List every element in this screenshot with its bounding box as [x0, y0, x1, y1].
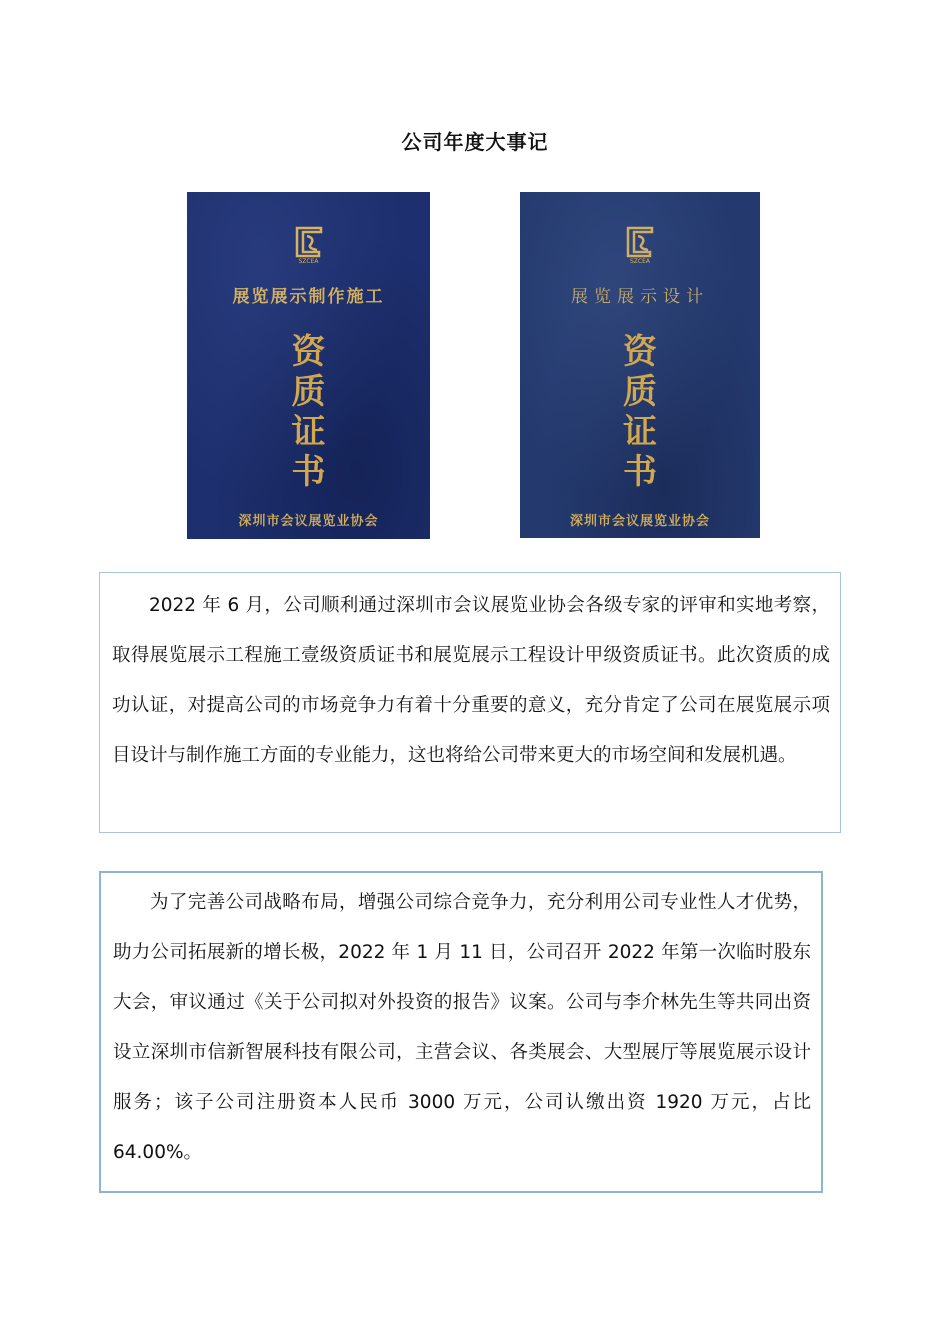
logo-text: SZCEA	[629, 258, 650, 265]
certificate-subtitle: 展览展示制作施工	[232, 287, 385, 307]
certificate-issuer: 深圳市会议展览业协会	[569, 514, 710, 529]
szcea-logo-icon	[620, 222, 660, 270]
big-char: 书	[623, 452, 657, 492]
logo-text: SZCEA	[298, 258, 319, 265]
page-title: 公司年度大事记	[401, 130, 549, 154]
certificate-subtitle: 展览展示设计	[571, 287, 709, 307]
big-char: 质	[623, 372, 657, 412]
event-paragraph: 为了完善公司战略布局，增强公司综合竞争力，充分利用公司专业性人才优势，助力公司拓展新的增长极，2022 年 1 月 11 日，公司召开 2022 年第一次临时股东大会，审议通过《关于公司拟对外投资的报告》议案。公司与李介林先生等共同出资设立深圳市信新智展科技有限公司，主营会议、各类展会、大型展厅等展览展示设计服务；该子公司注册资本人民币 3000 万元，公司认缴出资 1920 万元，占比 64.00%。	[113, 892, 811, 1163]
event-paragraph: 2022 年 6 月，公司顺利通过深圳市会议展览业协会各级专家的评审和实地考察，取得展览展示工程施工壹级资质证书和展览展示工程设计甲级资质证书。此次资质的成功认证，对提高公司的市场竞争力有着十分重要的意义，充分肯定了公司在展览展示项目设计与制作施工方面的专业能力，这也将给公司带来更大的市场空间和发展机遇。	[112, 595, 830, 766]
certificate-design-image	[520, 192, 760, 538]
certificate-construction-image	[187, 192, 430, 539]
event-box-qualification	[99, 572, 841, 833]
big-char: 质	[291, 372, 326, 412]
szcea-logo-icon	[289, 222, 329, 270]
big-char: 资	[291, 332, 326, 372]
certificate-issuer: 深圳市会议展览业协会	[238, 514, 379, 529]
big-char: 书	[291, 452, 326, 492]
big-char: 证	[623, 412, 657, 452]
big-char: 资	[623, 332, 657, 372]
big-char: 证	[291, 412, 326, 452]
event-box-investment	[99, 871, 823, 1193]
certificate-big-title	[520, 332, 760, 492]
certificate-big-title	[187, 332, 430, 492]
